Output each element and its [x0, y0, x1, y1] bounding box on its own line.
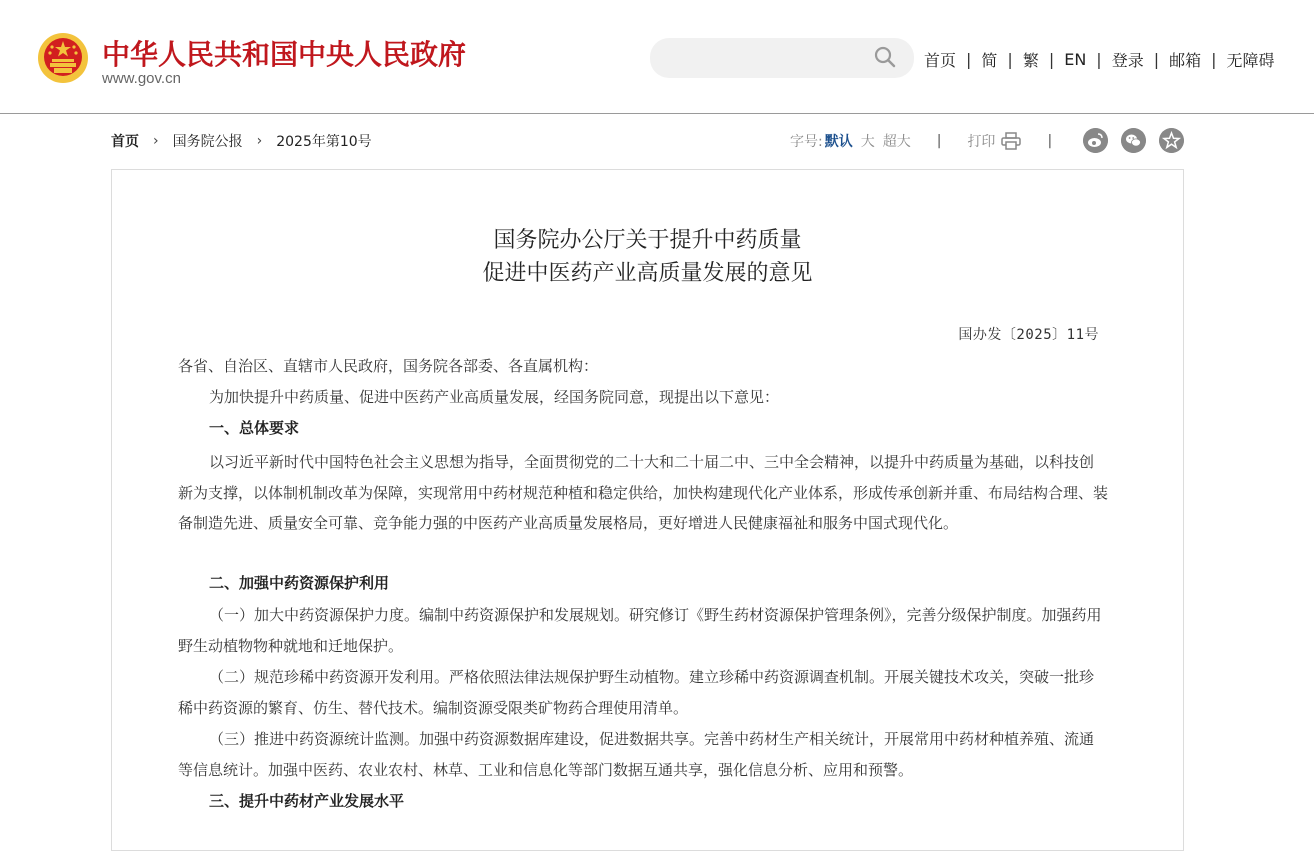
chevron-right-icon: ›: [256, 133, 263, 149]
breadcrumb: [111, 131, 372, 151]
top-nav: [924, 48, 1275, 71]
nav-separator: |: [1211, 50, 1217, 69]
font-size-large-button[interactable]: 大: [860, 134, 875, 150]
tools-separator: |: [936, 133, 942, 149]
nav-english[interactable]: EN: [1064, 50, 1087, 69]
section1-paragraph: 以习近平新时代中国特色社会主义思想为指导，全面贯彻党的二十大和二十届二中、三中全会精神，以提升中药质量为基础，以科技创新为支撑，以体制机制改革为保障，实现常用中药材规范种植和稳定供给，加快构建现代化产业体系，形成传承创新并重、布局结构合理、装备制造先进、质量安全可靠、竞争能力强的中医药产业高质量发展格局，更好增进人民健康福祉和服务中国式现代化。: [178, 453, 1109, 532]
nav-separator: |: [966, 50, 972, 69]
item3-label: （三）推进中药资源统计监测。: [209, 730, 420, 748]
breadcrumb-bulletin[interactable]: 国务院公报: [172, 134, 243, 150]
breadcrumb-issue[interactable]: 2025年第10号: [276, 134, 372, 150]
site-header: [0, 0, 1314, 114]
salutation: 各省、自治区、直辖市人民政府，国务院各部委、各直属机构：: [178, 357, 599, 375]
item1-label: （一）加大中药资源保护力度。: [209, 606, 420, 624]
nav-separator: |: [1048, 50, 1055, 69]
article-title-line1: 国务院办公厅关于提升中药质量: [493, 228, 802, 253]
nav-login[interactable]: 登录: [1111, 51, 1144, 70]
site-title[interactable]: 中华人民共和国中央人民政府: [102, 38, 467, 71]
intro-paragraph: 为加快提升中药质量、促进中医药产业高质量发展，经国务院同意，现提出以下意见：: [209, 388, 780, 406]
article-container: [111, 169, 1184, 851]
item2-body: 严格依照法律法规保护野生动植物。建立珍稀中药资源调查机制。开展关键技术攻关，突破一批珍稀中药资源的繁育、仿生、替代技术。编制资源受限类矿物药合理使用清单。: [178, 668, 1095, 717]
article-tools: [790, 131, 1078, 151]
wechat-icon[interactable]: [1121, 128, 1146, 153]
search-icon[interactable]: [874, 46, 896, 68]
weibo-icon[interactable]: [1083, 128, 1108, 153]
item2-paragraph: [178, 662, 1108, 723]
nav-accessibility[interactable]: 无障碍: [1226, 51, 1275, 70]
printer-icon[interactable]: [1001, 132, 1021, 150]
print-button[interactable]: 打印: [967, 134, 996, 150]
font-size-xlarge-button[interactable]: 超大: [882, 134, 911, 150]
nav-simplified[interactable]: 简: [981, 51, 998, 70]
nav-separator: |: [1096, 50, 1102, 69]
section-heading-1: 一、总体要求: [209, 419, 300, 437]
section-heading-3: 三、提升中药材产业发展水平: [209, 792, 405, 810]
nav-mailbox[interactable]: 邮箱: [1169, 51, 1202, 70]
document-number: 国办发〔2025〕11号: [958, 327, 1099, 343]
item2-label: （二）规范珍稀中药资源开发利用。: [209, 668, 450, 686]
item3-paragraph: [178, 724, 1108, 785]
font-size-label: 字号:: [790, 134, 823, 150]
item1-body: 编制中药资源保护和发展规划。研究修订《野生药材资源保护管理条例》，完善分级保护制度。加强药用野生动植物物种就地和迁地保护。: [178, 606, 1102, 655]
nav-traditional[interactable]: 繁: [1022, 51, 1039, 70]
tools-separator: |: [1047, 133, 1053, 149]
item1-paragraph: [178, 600, 1108, 661]
nav-separator: |: [1007, 50, 1013, 69]
article-title-line2: 促进中医药产业高质量发展的意见: [482, 261, 813, 286]
nav-home[interactable]: 首页: [924, 51, 957, 70]
national-emblem-icon[interactable]: [37, 31, 89, 85]
section-heading-2: 二、加强中药资源保护利用: [209, 574, 390, 592]
font-size-default-button[interactable]: 默认: [824, 134, 853, 150]
site-url[interactable]: www.gov.cn: [102, 70, 181, 87]
nav-separator: |: [1153, 50, 1160, 69]
chevron-right-icon: ›: [153, 133, 159, 149]
favorite-icon[interactable]: [1159, 128, 1184, 153]
item3-body: 加强中药资源数据库建设，促进数据共享。完善中药材生产相关统计，开展常用中药材种植养殖、流通等信息统计。加强中医药、农业农村、林草、工业和信息化等部门数据互通共享，强化信息分析、应用和预警。: [178, 730, 1095, 779]
breadcrumb-home[interactable]: 首页: [111, 134, 139, 150]
